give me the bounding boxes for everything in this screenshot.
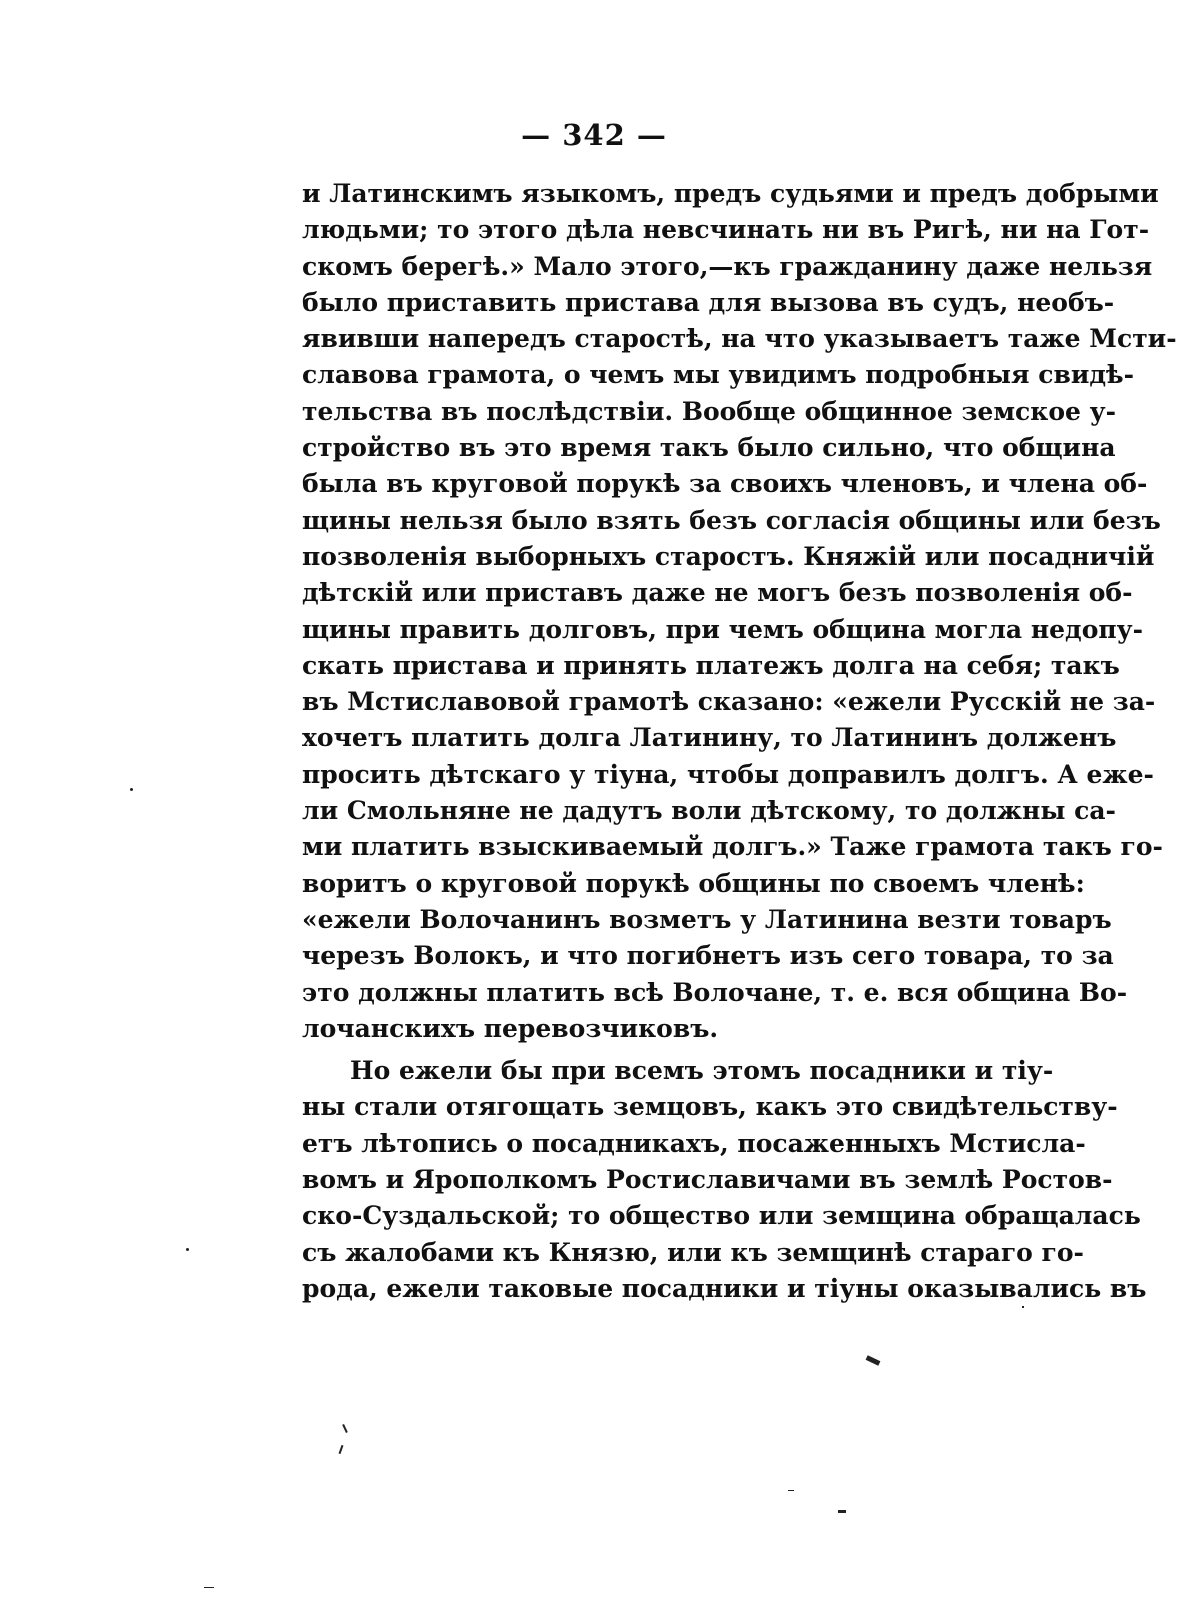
text-line: это должны платить всѣ Волочане, т. е. вся община Во- [302,977,1128,1007]
scan-speck [866,1355,881,1365]
text-line: скомъ берегѣ.» Мало этого,—къ гражданину даже нельзя [302,251,1153,281]
text-line: щины нельзя было взять безъ согласія общины или безъ [302,505,1161,535]
text-line: была въ круговой порукѣ за своихъ членовъ, и члена об- [302,469,1148,499]
scan-speck [788,1490,794,1491]
text-line: воритъ о круговой порукѣ общины по своемъ членѣ: [302,868,1085,898]
text-line: славова грамота, о чемъ мы увидимъ подробныя свидѣ- [302,360,1134,390]
page-number: — 342 — [521,118,667,152]
paragraph-2 [302,1053,1147,1307]
scan-speck [204,1587,214,1588]
text-line: людьми; то этого дѣла невсчинать ни въ Ригѣ, ни на Гот- [302,215,1150,245]
text-line: етъ лѣтопись о посадникахъ, посаженныхъ Мстисла- [302,1128,1086,1158]
text-line: ско-Суздальской; то общество или земщина обращалась [302,1201,1141,1231]
scan-speck [1022,1306,1024,1308]
text-line: и Латинскимъ языкомъ, предъ судьями и предъ добрыми [302,179,1159,208]
body-text [302,176,1177,1307]
scan-speck [186,1248,189,1251]
text-line: просить дѣтскаго у тіуна, чтобы доправилъ долгъ. А еже- [302,759,1154,789]
text-line: лочанскихъ перевозчиковъ. [302,1013,719,1043]
text-line: было приставить пристава для вызова въ судъ, необъ- [302,287,1115,317]
text-line: «ежели Волочанинъ возметъ у Латинина везти товаръ [302,904,1112,934]
scan-speck [838,1510,846,1513]
text-line: хочетъ платить долга Латинину, то Латининъ долженъ [302,723,1117,753]
text-line: тельства въ послѣдствіи. Вообще общинное земское у- [302,396,1116,426]
text-line: въ Мстиславовой грамотѣ сказано: «ежели Русскій не за- [302,687,1156,717]
text-line: съ жалобами къ Князю, или къ земщинѣ стараго го- [302,1237,1084,1267]
scan-speck [339,1445,344,1454]
text-line: ли Смольняне не дадутъ воли дѣтскому, то должны са- [302,796,1116,826]
text-line: дѣтскій или приставъ даже не могъ безъ позволенія об- [302,578,1133,608]
text-line: явивши напередъ старостѣ, на что указываетъ таже Мсти- [302,324,1177,354]
text-line: позволенія выборныхъ старостъ. Княжій или посадничій [302,541,1155,571]
scan-speck [130,788,133,791]
scan-speck [342,1424,348,1433]
text-line: черезъ Волокъ, и что погибнетъ изъ сего товара, то за [302,941,1114,971]
text-line: скать пристава и принять платежъ долга на себя; такъ [302,650,1120,680]
text-line: ми платить взыскиваемый долгъ.» Таже грамота такъ го- [302,832,1163,862]
text-line: ны стали отягощать земцовъ, какъ это свидѣтельству- [302,1092,1118,1122]
text-line: стройство въ это время такъ было сильно, что община [302,433,1116,463]
text-line: вомъ и Ярополкомъ Ростиславичами въ землѣ Ростов- [302,1165,1113,1195]
text-line: щины править долговъ, при чемъ община могла недопу- [302,614,1144,644]
paragraph-1 [302,176,1177,1047]
text-line: рода, ежели таковые посадники и тіуны оказывались въ [302,1273,1147,1303]
text-line: Но ежели бы при всемъ этомъ посадники и тіу- [350,1056,1054,1086]
